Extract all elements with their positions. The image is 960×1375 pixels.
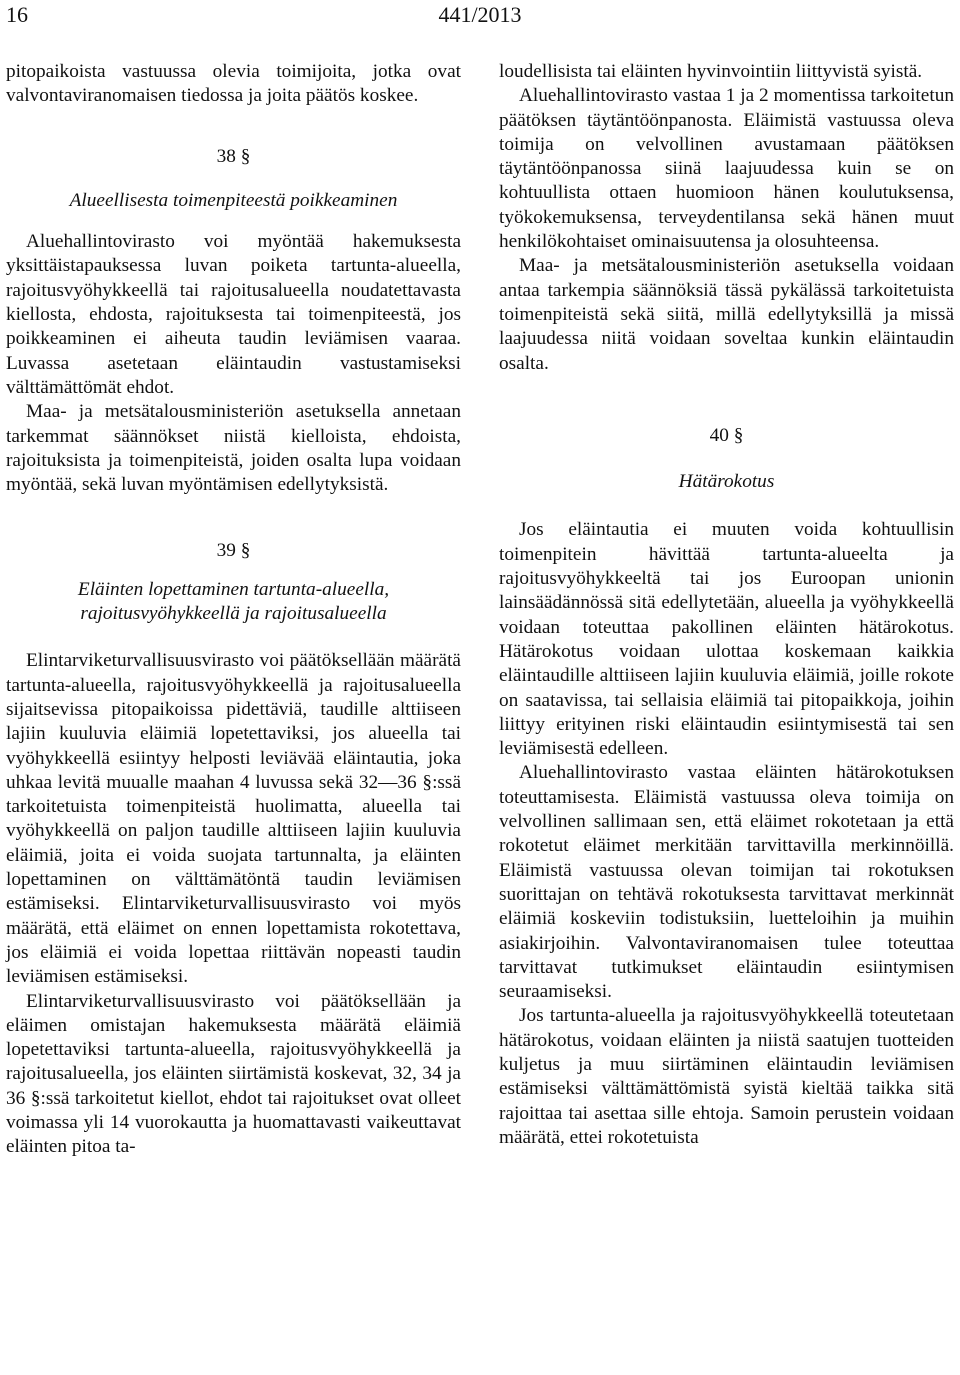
section-40-paragraph-2: Aluehallintovirasto vastaa eläinten hätärokotuksen toteuttamisesta. Eläimistä vastuussa oleva toimija on velvollinen sallimaan sen, että eläimet rokotetaan ja että rokotetut eläimet merkitään tarvittavilla merkinnöillä. Eläimistä vastuussa olevan toimijan tai rokotuksen suorittajan on tehtävä rokotuksesta tarvittavat merkinnät eläimiä koskeviin todistuksiin, luetteloihin ja muihin asiakirjoihin. Valvontaviranomaisen tulee toteuttaa tarvittavat tutkimukset eläintaudin esiintymisen seuraamiseksi. — [499, 762, 954, 1003]
right-column — [499, 60, 954, 1150]
section-39-paragraph-3: Aluehallintovirasto vastaa 1 ja 2 momentissa tarkoitetun päätöksen täytäntöönpanosta. Eläimistä vastuussa oleva toimija on velvollinen avustamaan päätöksen täytäntöönpanossa siinä laajuudessa kuin se on kohtuullista ottaen huomioon hänen koulutuksensa, työkokemuksensa, terveydentilansa sekä hänen muut henkilökohtaiset ominaisuutensa ja olosuhteensa. — [499, 85, 954, 253]
page-number: 16 — [6, 2, 28, 27]
left-column — [6, 60, 461, 1160]
section-40-paragraph-3: Jos tartunta-alueella ja rajoitusvyöhykkeellä toteutetaan hätärokotus, voidaan eläinten ja niistä saatujen tuotteiden kuljetus ja muu siirtäminen eläintaudin leviämisen estämiseksi välttämättömistä syistä kieltää taikka sitä rajoittaa tai asettaa sille ehtoja. Samoin perustein voidaan määrätä, ettei rokotetuista — [499, 1005, 954, 1148]
section-38-title: Alueellisesta toimenpiteestä poikkeaminen — [69, 189, 398, 211]
intro-paragraph: pitopaikoista vastuussa olevia toimijoita, jotka ovat valvontaviranomaisen tiedossa ja joita päätös koskee. — [6, 61, 461, 107]
section-39-title-line-1: Eläinten lopettaminen tartunta-alueella, — [77, 578, 390, 600]
continued-paragraph: loudellisista tai eläinten hyvinvointiin liittyvistä syistä. — [499, 61, 923, 82]
section-38-paragraph-2: Maa- ja metsätalousministeriön asetuksella annetaan tarkemmat säännökset niistä kielloista, ehdoista, rajoituksista ja toimenpiteistä, joiden osalta lupa voidaan myöntää, sekä luvan myöntämisen edellytyksistä. — [6, 401, 461, 496]
section-39-paragraph-1: Elintarviketurvallisuusvirasto voi päätöksellään määrätä tartunta-alueella, rajoitusvyöhykkeellä ja rajoitusalueella sijaitsevissa pitopaikoissa pidettäviä, taudille alttiiseen lajiin kuuluvia eläimiä lopetettaviksi, jos alueella tai vyöhykkeellä esiintyy helposti leviävää eläintautia, joka uhkaa levitä muualle maahan 4 luvussa sekä 32—36 §:ssä tarkoitetuista toimenpiteistä huolimatta, alueella tai vyöhykkeellä on paljon taudille alttiiseen lajiin kuuluvia eläimiä, joita ei voida suojata tartunnalta, ja eläinten lopettaminen on välttämätöntä taudin leviämisen estämiseksi. Elintarviketurvallisuusvirasto voi myös määrätä, että eläimet on ennen lopettamista rokotettava, jos eläimiä ei voida lopettaa riittävän nopeasti taudin leviämisen estämiseksi. — [6, 650, 461, 988]
section-39-title-line-2: rajoitusvyöhykkeellä ja rajoitusalueella — [80, 603, 387, 625]
section-40-title: Hätärokotus — [678, 471, 775, 493]
section-38-number: 38 § — [216, 145, 251, 167]
section-39-paragraph-4: Maa- ja metsätalousministeriön asetuksella voidaan antaa tarkempia säännöksiä tässä pykälässä tarkoitetuista toimenpiteistä sekä siitä, millä edellytyksillä ja missä laajuudessa niitä voidaan soveltaa kunkin eläintaudin osalta. — [499, 255, 954, 374]
page-header — [6, 2, 954, 32]
section-39-number: 39 § — [216, 540, 251, 562]
document-id: 441/2013 — [438, 2, 522, 27]
section-40-paragraph-1: Jos eläintautia ei muuten voida kohtuullisin toimenpitein hävittää tartunta-alueelta ja rajoitusvyöhykkeeltä tai jos Euroopan unionin lainsäädännössä sitä edellytetään, alueella ja vyöhykkeellä voidaan toteuttaa pakollinen eläinten hätärokotus. Hätärokotus voidaan ulottaa koskemaan kaikkia eläintaudille alttiiseen lajiin kuuluvia eläimiä, joille rokote on saatavissa, tai sellaisia eläimiä tai pitopaikkoja, joihin liittyy erityinen riski eläintaudin esiintymisestä tai sen leviämisestä edelleen. — [499, 519, 954, 760]
section-39-paragraph-2: Elintarviketurvallisuusvirasto voi päätöksellään ja eläimen omistajan hakemuksesta määrätä eläimiä lopetettaviksi tartunta-alueella, rajoitusvyöhykkeellä ja rajoitusalueella, jos eläinten siirtämistä koskevat, 32, 34 ja 36 §:ssä tarkoitetut kiellot, ehdot tai rajoitukset ovat olleet voimassa yli 14 vuorokautta ja huomattavasti vaikeuttavat eläinten pitoa ta- — [6, 990, 461, 1158]
section-40-number: 40 § — [709, 424, 744, 446]
section-38-paragraph-1: Aluehallintovirasto voi myöntää hakemuksesta yksittäistapauksessa luvan poiketa tartunta-alueella, rajoitusvyöhykkeellä tai rajoitusalueella noudatettavasta kiellosta, ehdosta, rajoituksesta tai toimenpiteestä, jos poikkeaminen ei aiheuta taudin leviämisen vaaraa. Luvassa asetetaan eläintaudin vastustamiseksi välttämättömät ehdot. — [6, 231, 461, 398]
